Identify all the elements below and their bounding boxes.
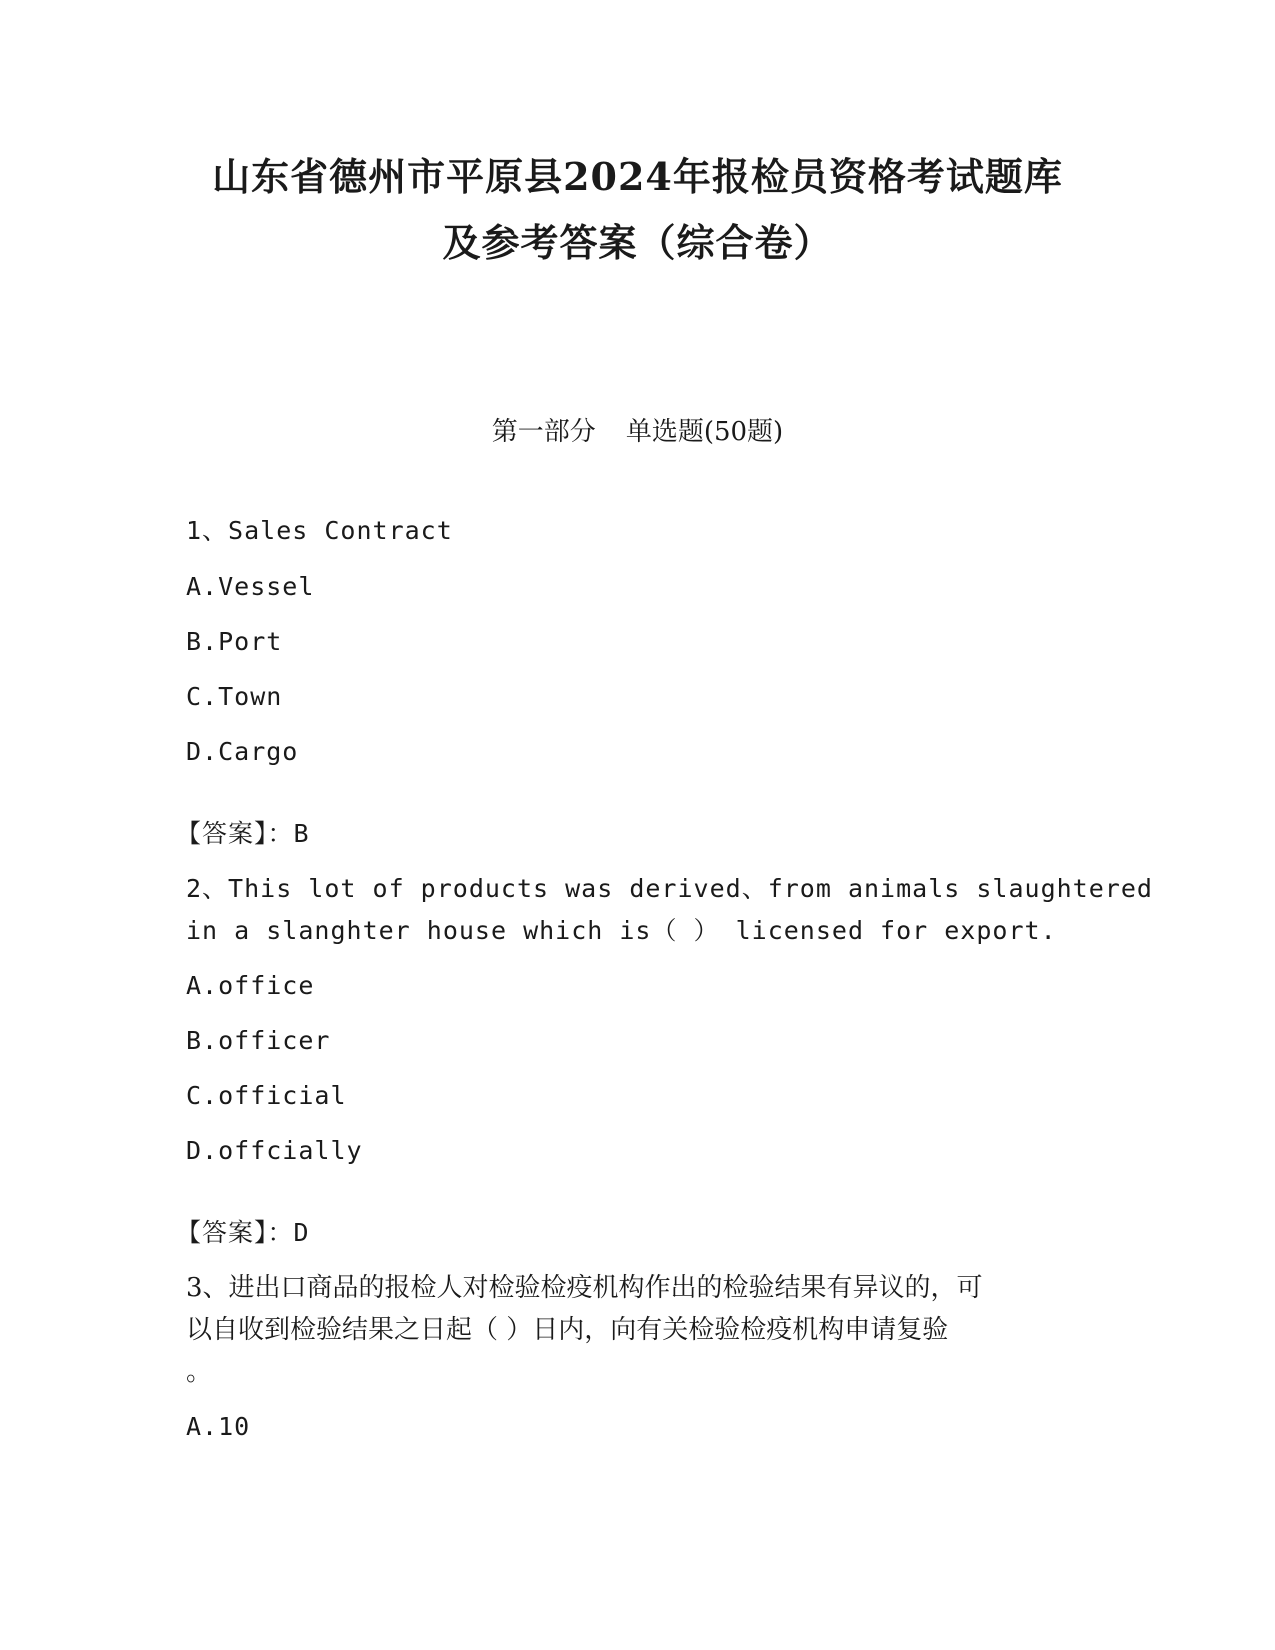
- document-title: [160, 144, 1115, 276]
- title-line-1: 山东省德州市平原县2024年报检员资格考试题库: [212, 154, 1063, 199]
- question-3-option-a: A.10: [186, 1412, 251, 1441]
- title-line-2: 及参考答案（综合卷）: [442, 220, 833, 265]
- question-2-option-c: C.official: [186, 1081, 347, 1110]
- question-2-option-d: D.offcially: [186, 1136, 363, 1165]
- section-part: 第一部分: [491, 417, 596, 447]
- question-2-stem-line-2: in a slanghter house which is（ ） licensed for export.: [186, 916, 1057, 945]
- question-1-option-d: D.Cargo: [186, 737, 299, 766]
- question-1-option-b: B.Port: [186, 627, 283, 656]
- question-list: [176, 510, 1153, 1461]
- question-2-stem: [186, 868, 1153, 952]
- question-2-stem-line-1: 2、This lot of products was derived、from animals slaughtered: [186, 874, 1153, 903]
- section-name: 单选题(50题): [625, 417, 784, 447]
- question-3-stem-line-3: 。: [186, 1357, 213, 1387]
- question-1-answer: 【答案】：B: [176, 819, 310, 848]
- question-2-option-a: A.office: [186, 971, 315, 1000]
- question-3-stem: [186, 1267, 1086, 1393]
- question-1-stem: 1、Sales Contract: [186, 516, 453, 545]
- question-2-answer: 【答案】：D: [176, 1218, 310, 1247]
- question-3-stem-line-2: 以自收到检验结果之日起（ ）日内，向有关检验检疫机构申请复验: [186, 1315, 949, 1345]
- question-3-stem-line-1: 3、进出口商品的报检人对检验检疫机构作出的检验结果有异议的，可: [186, 1273, 983, 1303]
- question-2-option-b: B.officer: [186, 1026, 331, 1055]
- section-heading: [0, 412, 1275, 452]
- question-1-option-c: C.Town: [186, 682, 283, 711]
- question-1-option-a: A.Vessel: [186, 572, 315, 601]
